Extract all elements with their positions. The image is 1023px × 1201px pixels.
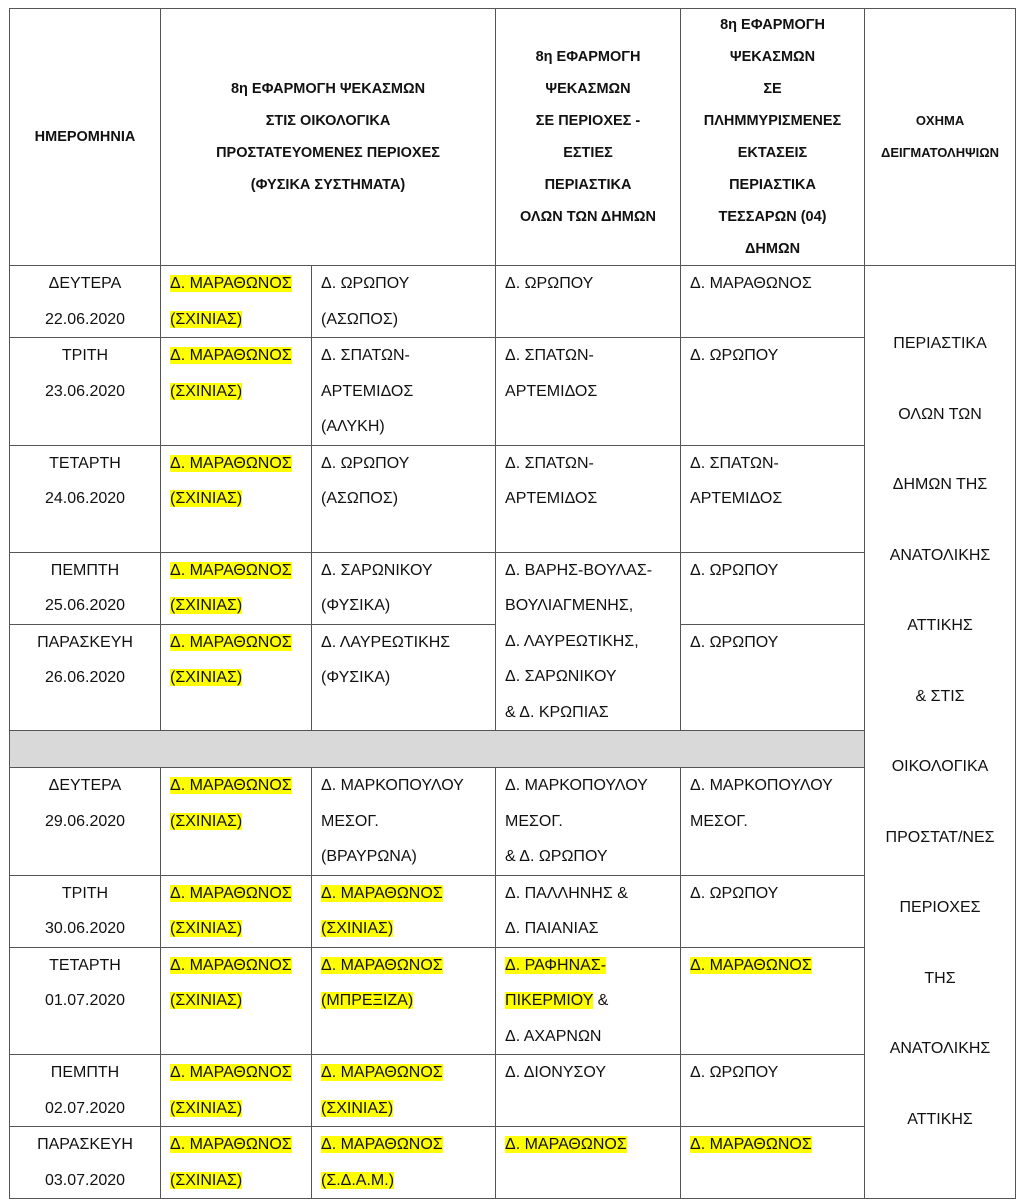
cell-text: ΑΡΤΕΜΙΔΟΣ [690,490,783,507]
header-date: ΗΜΕΡΟΜΗΝΙΑ [10,9,161,266]
highlighted-text: (ΣΧΙΝΙΑΣ) [170,1171,243,1189]
header-eco-protected: 8η ΕΦΑΡΜΟΓΗ ΨΕΚΑΣΜΩΝ ΣΤΙΣ ΟΙΚΟΛΟΓΙΚΑ ΠΡΟΣΤΑΤΕΥΟΜΕΝΕΣ ΠΕΡΙΟΧΕΣ (ΦΥΣΙΚΑ ΣΥΣΤΗΜΑΤΑ) [161,9,496,266]
cell-text: Δ. ΛΑΥΡΕΩΤΙΚΗΣ, [505,632,639,650]
eco-area-2-cell [312,1127,496,1199]
header-hotspots: 8η ΕΦΑΡΜΟΓΗ ΨΕΚΑΣΜΩΝ ΣΕ ΠΕΡΙΟΧΕΣ - ΕΣΤΙΕΣ ΠΕΡΙΑΣΤΙΚΑ ΟΛΩΝ ΤΩΝ ΔΗΜΩΝ [496,9,681,266]
cell-text-suffix: & [593,992,609,1009]
vehicle-text: & ΣΤΙΣ [915,687,965,705]
highlighted-text: Δ. ΜΑΡΑΘΩΝΟΣ [170,1064,292,1081]
hotspots-cell [496,266,681,338]
hotspots-cell [496,338,681,446]
weekday: ΔΕΥΤΕΡΑ [48,777,122,794]
flooded-cell [681,1127,865,1199]
date-cell [10,1127,161,1199]
cell-text: Δ. ΣΠΑΤΩΝ- [321,347,410,364]
date-cell [10,445,161,552]
highlighted-text: Δ. ΜΑΡΑΘΩΝΟΣ [170,347,292,364]
cell-text: Δ. ΠΑΙΑΝΙΑΣ [505,920,599,937]
cell-text: Δ. ΔΙΟΝΥΣΟΥ [505,1064,607,1081]
flooded-cell [681,1055,865,1127]
eco-area-2-cell [312,875,496,947]
date-cell [10,338,161,446]
spraying-schedule-table [9,8,1016,1199]
weekday: ΠΕΜΠΤΗ [50,1064,120,1081]
flooded-cell [681,624,865,730]
cell-text: Δ. ΣΑΡΩΝΙΚΟΥ [505,668,617,685]
cell-text: & Δ. ΚΡΩΠΙΑΣ [505,703,609,721]
vehicle-text: ΑΝΑΤΟΛΙΚΗΣ [889,546,991,564]
flooded-cell [681,552,865,624]
cell-text: Δ. ΩΡΩΠΟΥ [505,275,594,292]
cell-text: (ΑΛΥΚΗ) [321,418,385,435]
vehicle-text: ΑΤΤΙΚΗΣ [907,1110,973,1128]
date-cell [10,1055,161,1127]
highlighted-text: (ΣΧΙΝΙΑΣ) [170,920,243,937]
eco-area-1-cell [161,1055,312,1127]
highlighted-text: (Σ.Δ.Α.Μ.) [321,1171,395,1189]
date: 03.07.2020 [44,1171,126,1189]
cell-text: Δ. ΠΑΛΛΗΝΗΣ & [505,884,628,902]
date: 02.07.2020 [44,1099,126,1117]
highlighted-text: Δ. ΜΑΡΑΘΩΝΟΣ [170,561,292,579]
vehicle-text: ΟΙΚΟΛΟΓΙΚΑ [891,758,989,775]
eco-area-2-cell [312,338,496,446]
highlighted-text: Δ. ΜΑΡΑΘΩΝΟΣ [690,1136,812,1153]
eco-area-2-cell [312,552,496,624]
cell-text: Δ. ΜΑΡΚΟΠΟΥΛΟΥ [505,777,648,794]
date-cell [10,875,161,947]
cell-text: Δ. ΩΡΩΠΟΥ [690,884,779,902]
highlighted-text: (ΣΧΙΝΙΑΣ) [170,310,243,328]
date: 30.06.2020 [44,920,126,937]
highlighted-text: Δ. ΜΑΡΑΘΩΝΟΣ [321,884,443,902]
hotspots-cell [496,947,681,1055]
eco-area-2-cell [312,1055,496,1127]
cell-text: Δ. ΜΑΡΚΟΠΟΥΛΟΥ [321,777,464,794]
weekday: ΠΑΡΑΣΚΕΥΗ [37,1136,133,1153]
hotspots-cell [496,1127,681,1199]
highlighted-text: Δ. ΜΑΡΑΘΩΝΟΣ [690,956,812,974]
table-row [10,266,1016,338]
highlighted-text: (ΜΠΡΕΞΙΖΑ) [321,992,414,1009]
highlighted-text: (ΣΧΙΝΙΑΣ) [170,669,243,687]
cell-text: ΜΕΣΟΓ. [505,812,563,830]
cell-text: (ΦΥΣΙΚΑ) [321,669,391,687]
weekday: ΤΡΙΤΗ [61,347,109,364]
eco-area-1-cell [161,947,312,1055]
eco-area-2-cell [312,624,496,730]
highlighted-text: (ΣΧΙΝΙΑΣ) [170,382,243,400]
flooded-cell [681,445,865,552]
cell-text: Δ. ΛΑΥΡΕΩΤΙΚΗΣ [321,633,451,651]
highlighted-text: (ΣΧΙΝΙΑΣ) [321,1099,394,1117]
cell-text: & Δ. ΩΡΩΠΟΥ [505,848,608,865]
date-cell [10,768,161,876]
cell-text: ΑΡΤΕΜΙΔΟΣ [505,490,598,507]
highlighted-text: Δ. ΜΑΡΑΘΩΝΟΣ [321,1064,443,1081]
eco-area-2-cell [312,947,496,1055]
date: 01.07.2020 [44,992,126,1009]
weekday: ΠΕΜΠΤΗ [50,561,120,579]
highlighted-text: (ΣΧΙΝΙΑΣ) [170,1099,243,1117]
eco-area-1-cell [161,624,312,730]
weekday: ΤΕΤΑΡΤΗ [49,454,121,472]
highlighted-text: (ΣΧΙΝΙΑΣ) [170,597,243,614]
date: 24.06.2020 [44,490,126,507]
cell-text: (ΦΥΣΙΚΑ) [321,597,391,614]
cell-text: ΑΡΤΕΜΙΔΟΣ [505,382,598,400]
cell-text: Δ. ΩΡΩΠΟΥ [690,347,779,364]
date-cell [10,552,161,624]
cell-text: Δ. ΩΡΩΠΟΥ [321,275,410,292]
week-separator [10,731,865,768]
vehicle-text: ΠΡΟΣΤΑΤ/ΝΕΣ [885,828,995,846]
flooded-cell [681,266,865,338]
hotspots-cell [496,875,681,947]
highlighted-text: Δ. ΜΑΡΑΘΩΝΟΣ [170,275,292,292]
vehicle-text: ΠΕΡΙΑΣΤΙΚΑ [893,335,987,352]
highlighted-text: Δ. ΜΑΡΑΘΩΝΟΣ [170,1136,292,1153]
highlighted-text: (ΣΧΙΝΙΑΣ) [170,812,243,830]
eco-area-2-cell [312,445,496,552]
weekday: ΤΕΤΑΡΤΗ [49,956,121,974]
hotspots-cell [496,445,681,552]
highlighted-text: Δ. ΜΑΡΑΘΩΝΟΣ [170,884,292,902]
cell-text: Δ. ΩΡΩΠΟΥ [690,561,779,579]
date: 29.06.2020 [44,812,126,830]
eco-area-1-cell [161,1127,312,1199]
cell-text: Δ. ΣΑΡΩΝΙΚΟΥ [321,561,433,579]
flooded-cell [681,768,865,876]
highlighted-text: Δ. ΜΑΡΑΘΩΝΟΣ [170,454,292,472]
cell-text: Δ. ΒΑΡΗΣ-ΒΟΥΛΑΣ- [505,561,653,579]
weekday: ΔΕΥΤΕΡΑ [48,275,122,292]
highlighted-text: Δ. ΡΑΦΗΝΑΣ- [505,956,607,974]
flooded-cell [681,875,865,947]
eco-area-1-cell [161,266,312,338]
hotspots-cell [496,1055,681,1127]
date: 26.06.2020 [44,669,126,687]
cell-text: Δ. ΩΡΩΠΟΥ [321,454,410,472]
eco-area-2-cell [312,266,496,338]
cell-text: (ΑΣΩΠΟΣ) [321,490,399,507]
cell-text: ΜΕΣΟΓ. [690,812,748,830]
highlighted-text: ΠΙΚΕΡΜΙΟΥ [505,992,594,1009]
weekday: ΤΡΙΤΗ [61,884,109,902]
cell-text: (ΑΣΩΠΟΣ) [321,310,399,328]
cell-text: Δ. ΜΑΡΑΘΩΝΟΣ [690,275,812,292]
highlighted-text: Δ. ΜΑΡΑΘΩΝΟΣ [170,777,292,794]
eco-area-1-cell [161,875,312,947]
vehicle-text: ΤΗΣ [924,969,956,987]
highlighted-text: (ΣΧΙΝΙΑΣ) [170,992,243,1009]
cell-text: Δ. ΣΠΑΤΩΝ- [505,454,594,472]
eco-area-1-cell [161,445,312,552]
weekday: ΠΑΡΑΣΚΕΥΗ [37,633,133,651]
header-vehicle: ΟΧΗΜΑ ΔΕΙΓΜΑΤΟΛΗΨΙΩΝ [865,9,1016,266]
highlighted-text: Δ. ΜΑΡΑΘΩΝΟΣ [170,956,292,974]
cell-text: ΑΡΤΕΜΙΔΟΣ [321,382,414,400]
eco-area-2-cell [312,768,496,876]
highlighted-text: (ΣΧΙΝΙΑΣ) [170,490,243,507]
flooded-cell [681,338,865,446]
vehicle-text: ΑΝΑΤΟΛΙΚΗΣ [889,1040,991,1057]
vehicle-text: ΠΕΡΙΟΧΕΣ [899,899,981,916]
header-row [10,9,1016,266]
hotspots-cell [496,552,681,731]
cell-text: Δ. ΜΑΡΚΟΠΟΥΛΟΥ [690,777,833,794]
cell-text: Δ. ΑΧΑΡΝΩΝ [505,1027,602,1045]
cell-text: Δ. ΩΡΩΠΟΥ [690,1064,779,1081]
date-cell [10,947,161,1055]
date: 23.06.2020 [44,382,126,400]
highlighted-text: (ΣΧΙΝΙΑΣ) [321,920,394,937]
date: 22.06.2020 [44,310,126,328]
date-cell [10,624,161,730]
eco-area-1-cell [161,552,312,624]
vehicle-text: ΟΛΩΝ ΤΩΝ [898,405,982,423]
cell-text: ΜΕΣΟΓ. [321,812,379,830]
vehicle-text: ΔΗΜΩΝ ΤΗΣ [892,476,988,493]
cell-text: Δ. ΩΡΩΠΟΥ [690,633,779,651]
header-flooded: 8η ΕΦΑΡΜΟΓΗ ΨΕΚΑΣΜΩΝ ΣΕ ΠΛΗΜΜΥΡΙΣΜΕΝΕΣ ΕΚΤΑΣΕΙΣ ΠΕΡΙΑΣΤΙΚΑ ΤΕΣΣΑΡΩΝ (04) ΔΗΜΩΝ [681,9,865,266]
eco-area-1-cell [161,338,312,446]
vehicle-cell [865,266,1016,1199]
date-cell [10,266,161,338]
vehicle-text: ΑΤΤΙΚΗΣ [907,617,973,634]
cell-text: Δ. ΣΠΑΤΩΝ- [690,454,779,472]
cell-text: ΒΟΥΛΙΑΓΜΕΝΗΣ, [505,597,634,614]
cell-text: Δ. ΣΠΑΤΩΝ- [505,347,594,364]
cell-text: (ΒΡΑΥΡΩΝΑ) [321,848,417,865]
highlighted-text: Δ. ΜΑΡΑΘΩΝΟΣ [505,1136,627,1153]
hotspots-cell [496,768,681,876]
eco-area-1-cell [161,768,312,876]
highlighted-text: Δ. ΜΑΡΑΘΩΝΟΣ [321,1136,443,1153]
highlighted-text: Δ. ΜΑΡΑΘΩΝΟΣ [170,633,292,651]
highlighted-text: Δ. ΜΑΡΑΘΩΝΟΣ [321,956,443,974]
date: 25.06.2020 [44,597,126,614]
flooded-cell [681,947,865,1055]
